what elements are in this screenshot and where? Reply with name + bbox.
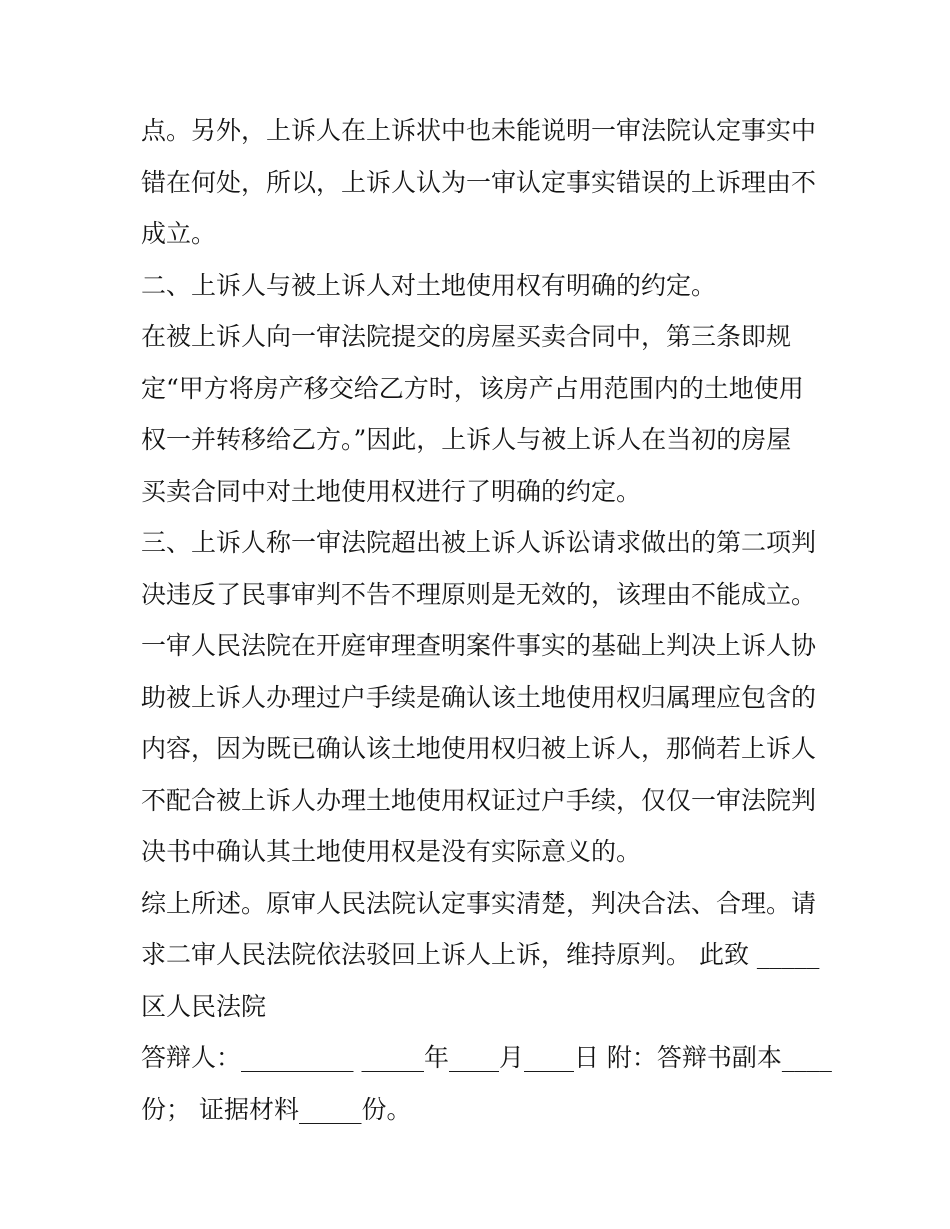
text-line: 求二审人民法院依法驳回上诉人上诉，维持原判。 此致 _____ — [141, 940, 820, 969]
text-line: 内容，因为既已确认该土地使用权归被上诉人，那倘若上诉人 — [141, 734, 817, 763]
text-line: 成立。 — [141, 219, 217, 248]
section-heading-2: 二、上诉人与被上诉人对土地使用权有明确的约定。 — [141, 270, 717, 300]
text-line: 助被上诉人办理过户手续是确认该土地使用权归属理应包含的 — [141, 682, 817, 712]
text-line: 买卖合同中对土地使用权进行了明确的约定。 — [141, 476, 642, 506]
text-line: 权一并转移给乙方。”因此，上诉人与被上诉人在当初的房屋 — [141, 425, 792, 454]
text-line: 不配合被上诉人办理土地使用权证过户手续，仅仅一审法院判 — [141, 785, 817, 815]
text-line: 定“甲方将房产移交给乙方时，该房产占用范围内的土地使用 — [141, 373, 804, 403]
document-body — [141, 105, 832, 1135]
section-heading-3: 三、上诉人称一审法院超出被上诉人诉讼请求做出的第二项判 — [141, 528, 817, 557]
attachment-line: 份； 证据材料_____份。 — [141, 1094, 412, 1124]
text-line: 决书中确认其土地使用权是没有实际意义的。 — [141, 837, 642, 866]
text-line: 决违反了民事审判不告不理原则是无效的，该理由不能成立。 — [141, 579, 817, 609]
signature-line: 答辩人：_________ _____年____月____日 附：答辩书副本____ — [141, 1043, 832, 1072]
text-line: 点。另外，上诉人在上诉状中也未能说明一审法院认定事实中 — [141, 116, 817, 145]
text-line: 在被上诉人向一审法院提交的房屋买卖合同中，第三条即规 — [141, 322, 792, 351]
conclusion-line: 综上所述。原审人民法院认定事实清楚，判决合法、合理。请 — [141, 888, 817, 918]
text-line: 一审人民法院在开庭审理查明案件事实的基础上判决上诉人协 — [141, 631, 817, 660]
court-name-line: 区人民法院 — [141, 991, 267, 1021]
text-line: 错在何处，所以，上诉人认为一审认定事实错误的上诉理由不 — [141, 167, 817, 197]
